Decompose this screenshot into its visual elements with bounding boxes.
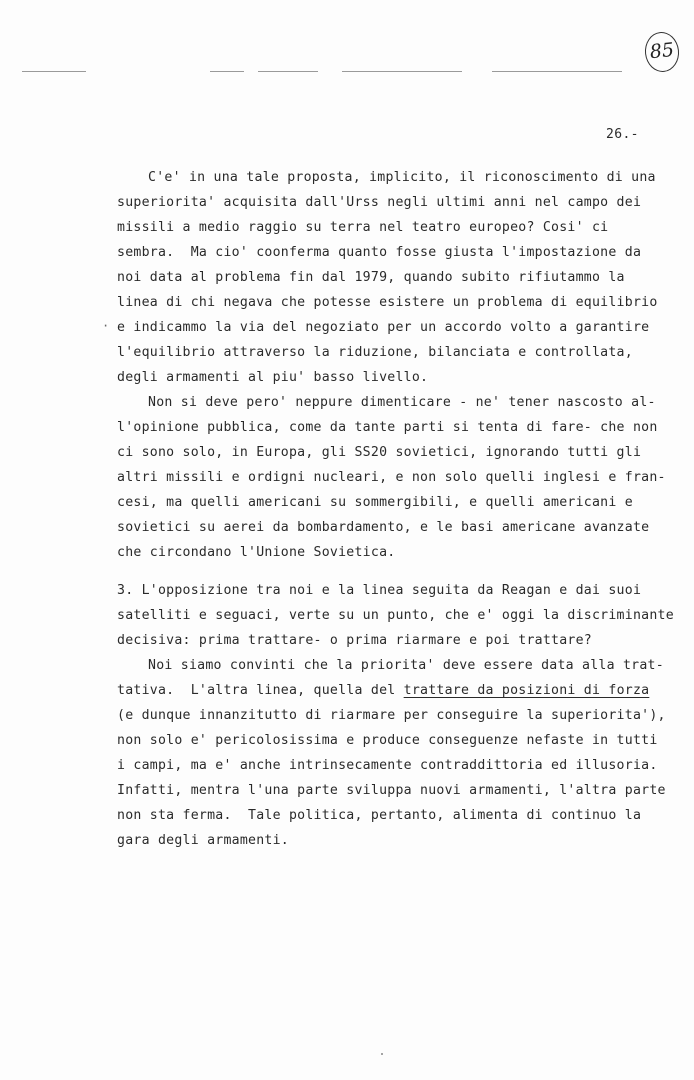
text-line: l'equilibrio attraverso la riduzione, bilanciata e controllata,: [117, 345, 633, 360]
text-line: degli armamenti al piu' basso livello.: [117, 370, 429, 385]
text-line: ci sono solo, in Europa, gli SS20 sovietici, ignorando tutti gli: [117, 445, 642, 460]
text-line: 3. L'opposizione tra noi e la linea seguita da Reagan e dai suoi: [117, 583, 642, 598]
page-number: 26.-: [606, 127, 639, 142]
text-line: satelliti e seguaci, verte su un punto, che e' oggi la discriminante: [117, 608, 674, 623]
text-segment: tativa. L'altra linea, quella del: [117, 683, 404, 698]
text-line: che circondano l'Unione Sovietica.: [117, 545, 396, 560]
header-rule: [210, 71, 244, 72]
text-line: linea di chi negava che potesse esistere un problema di equilibrio: [117, 295, 658, 310]
text-line: noi data al problema fin dal 1979, quando subito rifiutammo la: [117, 270, 625, 285]
text-line: l'opinione pubblica, come da tante parti si tenta di fare- che non: [117, 420, 658, 435]
text-line: C'e' in una tale proposta, implicito, il riconoscimento di una: [148, 170, 656, 185]
text-line: cesi, ma quelli americani su sommergibili, e quelli americani e: [117, 495, 633, 510]
margin-mark: ·: [102, 319, 110, 333]
text-line: gara degli armamenti.: [117, 833, 289, 848]
text-line: non sta ferma. Tale politica, pertanto, alimenta di continuo la: [117, 808, 642, 823]
text-line: superiorita' acquisita dall'Urss negli ultimi anni nel campo dei: [117, 195, 642, 210]
underlined-phrase: trattare da posizioni di forza: [403, 683, 650, 698]
text-line: decisiva: prima trattare- o prima riarmare e poi trattare?: [117, 633, 592, 648]
text-line: e indicammo la via del negoziato per un accordo volto a garantire: [117, 320, 650, 335]
text-line: [117, 683, 649, 699]
header-rule: [342, 71, 462, 72]
text-line: sovietici su aerei da bombardamento, e le basi americane avanzate: [117, 520, 650, 535]
text-line: non solo e' pericolosissima e produce conseguenze nefaste in tutti: [117, 733, 658, 748]
header-rule: [492, 71, 622, 72]
header-rule: [258, 71, 318, 72]
text-line: missili a medio raggio su terra nel teatro europeo? Cosi' ci: [117, 220, 609, 235]
text-line: Non si deve pero' neppure dimenticare - ne' tener nascosto al-: [148, 395, 656, 410]
scan-speck: [381, 1053, 383, 1055]
text-line: i campi, ma e' anche intrinsecamente contraddittoria ed illusoria.: [117, 758, 658, 773]
text-line: sembra. Ma cio' coonferma quanto fosse giusta l'impostazione da: [117, 245, 642, 260]
header-rule: [22, 71, 86, 72]
handwritten-folio-number: 85: [643, 30, 681, 73]
text-line: Noi siamo convinti che la priorita' deve essere data alla trat-: [148, 658, 664, 673]
text-line: altri missili e ordigni nucleari, e non solo quelli inglesi e fran-: [117, 470, 666, 485]
text-line: Infatti, mentra l'una parte sviluppa nuovi armamenti, l'altra parte: [117, 783, 666, 798]
text-line: (e dunque innanzitutto di riarmare per conseguire la superiorita'),: [117, 708, 666, 723]
